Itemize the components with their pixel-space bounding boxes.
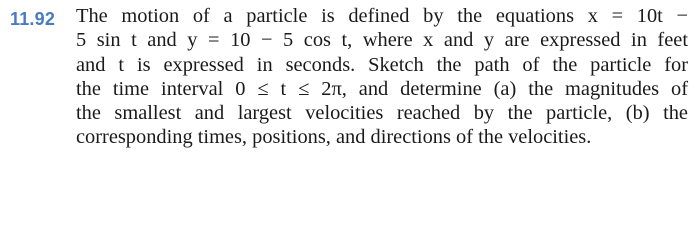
problem-line-6: corresponding times, positions, and directions of the velocities.	[76, 126, 592, 149]
problem-line-4: the time interval 0 ≤ t ≤ 2π, and determine (a) the magnitudes of	[76, 77, 688, 100]
problem-line-2: 5 sin t and y = 10 − 5 cos t, where x and y are expressed in feet	[76, 29, 688, 52]
problem-line-1: The motion of a particle is defined by the equations x = 10t −	[76, 5, 688, 27]
problem-line-3: and t is expressed in seconds. Sketch the path of the particle for	[76, 53, 688, 76]
problem-statement	[76, 4, 688, 150]
problem-line-5: the smallest and largest velocities reached by the particle, (b) the	[76, 102, 688, 125]
problem-number: 11.92	[10, 9, 56, 29]
